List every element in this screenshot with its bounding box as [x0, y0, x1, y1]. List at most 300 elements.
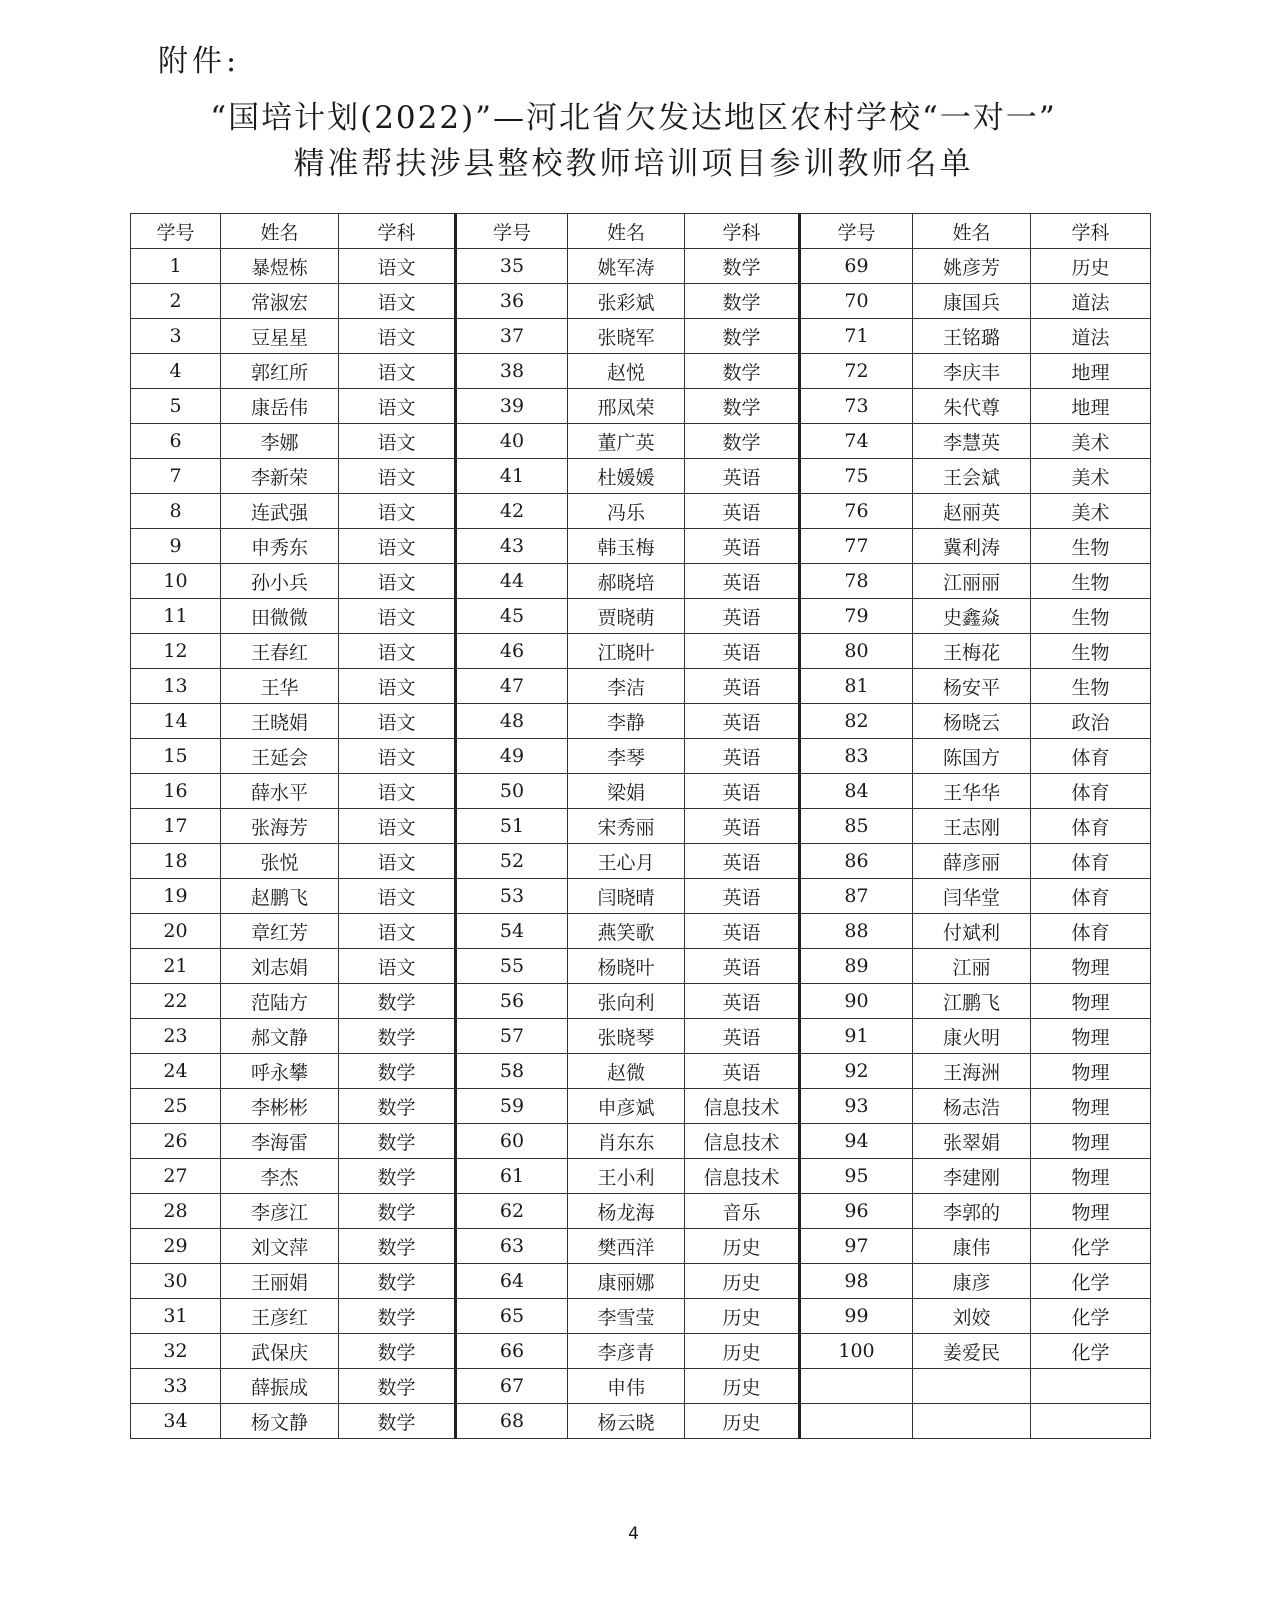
- subject-cell: 生物: [1031, 529, 1151, 564]
- table-row: [131, 249, 1151, 284]
- table-row: [131, 949, 1151, 984]
- subject-cell: 生物: [1031, 669, 1151, 704]
- name-cell: 肖东东: [568, 1124, 685, 1159]
- name-cell: 王梅花: [913, 634, 1031, 669]
- student-id-cell: 77: [800, 529, 913, 564]
- name-cell: 杨龙海: [568, 1194, 685, 1229]
- student-id-cell: 70: [800, 284, 913, 319]
- name-cell: 王海洲: [913, 1054, 1031, 1089]
- table-row: [131, 319, 1151, 354]
- student-id-cell: 55: [456, 949, 568, 984]
- subject-cell: 信息技术: [685, 1124, 800, 1159]
- subject-cell: 英语: [685, 879, 800, 914]
- name-cell: 陈国方: [913, 739, 1031, 774]
- subject-cell: 语文: [339, 774, 456, 809]
- name-cell: 王会斌: [913, 459, 1031, 494]
- student-id-cell: 69: [800, 249, 913, 284]
- student-id-cell: 68: [456, 1404, 568, 1439]
- name-cell: 赵丽英: [913, 494, 1031, 529]
- table-row: [131, 844, 1151, 879]
- name-cell: 宋秀丽: [568, 809, 685, 844]
- subject-cell: 体育: [1031, 809, 1151, 844]
- table-row: [131, 1124, 1151, 1159]
- student-id-cell: 91: [800, 1019, 913, 1054]
- name-cell: 李彦青: [568, 1334, 685, 1369]
- subject-cell: 数学: [685, 319, 800, 354]
- name-cell: 朱代尊: [913, 389, 1031, 424]
- name-cell: 刘文萍: [221, 1229, 339, 1264]
- student-id-cell: 12: [131, 634, 221, 669]
- subject-cell: 数学: [339, 1264, 456, 1299]
- name-cell: 李杰: [221, 1159, 339, 1194]
- name-cell: 申伟: [568, 1369, 685, 1404]
- subject-cell: 语文: [339, 284, 456, 319]
- subject-cell: 数学: [339, 1054, 456, 1089]
- student-id-cell: 31: [131, 1299, 221, 1334]
- name-cell: 闫晓晴: [568, 879, 685, 914]
- subject-cell: 语文: [339, 879, 456, 914]
- table-row: [131, 1159, 1151, 1194]
- column-header: 学号: [131, 214, 221, 249]
- student-id-cell: 61: [456, 1159, 568, 1194]
- student-id-cell: 16: [131, 774, 221, 809]
- name-cell: 李娜: [221, 424, 339, 459]
- subject-cell: 地理: [1031, 389, 1151, 424]
- name-cell: 杨晓云: [913, 704, 1031, 739]
- table-row: [131, 1089, 1151, 1124]
- name-cell: 李静: [568, 704, 685, 739]
- document-title-line-1: “国培计划(2022)”—河北省欠发达地区农村学校“一对一”: [210, 100, 1057, 136]
- name-cell: 赵悦: [568, 354, 685, 389]
- student-id-cell: 45: [456, 599, 568, 634]
- name-cell: 郝晓培: [568, 564, 685, 599]
- subject-cell: 物理: [1031, 984, 1151, 1019]
- subject-cell: [1031, 1404, 1151, 1439]
- table-row: [131, 354, 1151, 389]
- name-cell: 孙小兵: [221, 564, 339, 599]
- student-id-cell: 37: [456, 319, 568, 354]
- name-cell: 王华: [221, 669, 339, 704]
- subject-cell: 语文: [339, 354, 456, 389]
- student-id-cell: 59: [456, 1089, 568, 1124]
- student-id-cell: 51: [456, 809, 568, 844]
- student-id-cell: 36: [456, 284, 568, 319]
- name-cell: 范陆方: [221, 984, 339, 1019]
- student-id-cell: 89: [800, 949, 913, 984]
- subject-cell: 英语: [685, 774, 800, 809]
- subject-cell: 道法: [1031, 284, 1151, 319]
- teacher-roster-table: [130, 213, 1151, 1439]
- name-cell: 付斌利: [913, 914, 1031, 949]
- table-row: [131, 1369, 1151, 1404]
- subject-cell: 英语: [685, 564, 800, 599]
- name-cell: 刘志娟: [221, 949, 339, 984]
- subject-cell: 化学: [1031, 1264, 1151, 1299]
- student-id-cell: 39: [456, 389, 568, 424]
- student-id-cell: 63: [456, 1229, 568, 1264]
- name-cell: 田微微: [221, 599, 339, 634]
- student-id-cell: 43: [456, 529, 568, 564]
- name-cell: 姜爱民: [913, 1334, 1031, 1369]
- name-cell: 张向利: [568, 984, 685, 1019]
- student-id-cell: 21: [131, 949, 221, 984]
- subject-cell: 历史: [685, 1404, 800, 1439]
- subject-cell: 体育: [1031, 844, 1151, 879]
- subject-cell: 生物: [1031, 599, 1151, 634]
- table-row: [131, 984, 1151, 1019]
- student-id-cell: 84: [800, 774, 913, 809]
- student-id-cell: 34: [131, 1404, 221, 1439]
- name-cell: 连武强: [221, 494, 339, 529]
- subject-cell: 数学: [339, 1089, 456, 1124]
- table-row: [131, 424, 1151, 459]
- name-cell: 暴煜栋: [221, 249, 339, 284]
- subject-cell: 数学: [339, 1159, 456, 1194]
- student-id-cell: 30: [131, 1264, 221, 1299]
- table-row: [131, 809, 1151, 844]
- student-id-cell: 73: [800, 389, 913, 424]
- table-row: [131, 459, 1151, 494]
- subject-cell: 语文: [339, 494, 456, 529]
- subject-cell: 信息技术: [685, 1089, 800, 1124]
- name-cell: 李慧英: [913, 424, 1031, 459]
- student-id-cell: 23: [131, 1019, 221, 1054]
- student-id-cell: 22: [131, 984, 221, 1019]
- name-cell: 康国兵: [913, 284, 1031, 319]
- subject-cell: 英语: [685, 599, 800, 634]
- name-cell: 张晓军: [568, 319, 685, 354]
- subject-cell: 数学: [339, 984, 456, 1019]
- student-id-cell: 62: [456, 1194, 568, 1229]
- subject-cell: 数学: [339, 1229, 456, 1264]
- student-id-cell: 76: [800, 494, 913, 529]
- student-id-cell: 15: [131, 739, 221, 774]
- name-cell: 李郭的: [913, 1194, 1031, 1229]
- student-id-cell: [800, 1404, 913, 1439]
- student-id-cell: 35: [456, 249, 568, 284]
- table-row: [131, 529, 1151, 564]
- student-id-cell: 56: [456, 984, 568, 1019]
- name-cell: 王心月: [568, 844, 685, 879]
- subject-cell: 数学: [685, 389, 800, 424]
- subject-cell: 英语: [685, 494, 800, 529]
- table-row: [131, 879, 1151, 914]
- attachment-label: 附件:: [158, 44, 241, 79]
- subject-cell: 历史: [685, 1229, 800, 1264]
- name-cell: 杜媛媛: [568, 459, 685, 494]
- subject-cell: 道法: [1031, 319, 1151, 354]
- name-cell: 康丽娜: [568, 1264, 685, 1299]
- name-cell: 邢凤荣: [568, 389, 685, 424]
- student-id-cell: 57: [456, 1019, 568, 1054]
- subject-cell: 英语: [685, 984, 800, 1019]
- subject-cell: 生物: [1031, 634, 1151, 669]
- name-cell: 冯乐: [568, 494, 685, 529]
- student-id-cell: 5: [131, 389, 221, 424]
- name-cell: 王晓娟: [221, 704, 339, 739]
- student-id-cell: 2: [131, 284, 221, 319]
- name-cell: 李琴: [568, 739, 685, 774]
- subject-cell: 语文: [339, 564, 456, 599]
- name-cell: 王延会: [221, 739, 339, 774]
- student-id-cell: 80: [800, 634, 913, 669]
- student-id-cell: 71: [800, 319, 913, 354]
- subject-cell: 语文: [339, 634, 456, 669]
- subject-cell: 语文: [339, 529, 456, 564]
- subject-cell: 数学: [339, 1124, 456, 1159]
- student-id-cell: 48: [456, 704, 568, 739]
- subject-cell: 英语: [685, 634, 800, 669]
- name-cell: 薛彦丽: [913, 844, 1031, 879]
- name-cell: 呼永攀: [221, 1054, 339, 1089]
- student-id-cell: 99: [800, 1299, 913, 1334]
- student-id-cell: 54: [456, 914, 568, 949]
- name-cell: 章红芳: [221, 914, 339, 949]
- column-header: 学号: [800, 214, 913, 249]
- student-id-cell: 65: [456, 1299, 568, 1334]
- subject-cell: 美术: [1031, 459, 1151, 494]
- subject-cell: 英语: [685, 1054, 800, 1089]
- subject-cell: 政治: [1031, 704, 1151, 739]
- subject-cell: 物理: [1031, 949, 1151, 984]
- name-cell: 王丽娟: [221, 1264, 339, 1299]
- name-cell: 康伟: [913, 1229, 1031, 1264]
- table-row: [131, 1019, 1151, 1054]
- subject-cell: 物理: [1031, 1019, 1151, 1054]
- name-cell: 王铭璐: [913, 319, 1031, 354]
- name-cell: [913, 1404, 1031, 1439]
- name-cell: 李洁: [568, 669, 685, 704]
- name-cell: 杨志浩: [913, 1089, 1031, 1124]
- student-id-cell: 90: [800, 984, 913, 1019]
- name-cell: 王小利: [568, 1159, 685, 1194]
- subject-cell: 历史: [685, 1299, 800, 1334]
- student-id-cell: 95: [800, 1159, 913, 1194]
- table-row: [131, 774, 1151, 809]
- student-id-cell: 66: [456, 1334, 568, 1369]
- student-id-cell: 8: [131, 494, 221, 529]
- name-cell: 常淑宏: [221, 284, 339, 319]
- student-id-cell: 88: [800, 914, 913, 949]
- name-cell: 江晓叶: [568, 634, 685, 669]
- subject-cell: 物理: [1031, 1089, 1151, 1124]
- student-id-cell: 10: [131, 564, 221, 599]
- subject-cell: [1031, 1369, 1151, 1404]
- student-id-cell: 87: [800, 879, 913, 914]
- student-id-cell: 33: [131, 1369, 221, 1404]
- student-id-cell: 64: [456, 1264, 568, 1299]
- name-cell: 康火明: [913, 1019, 1031, 1054]
- subject-cell: 语文: [339, 739, 456, 774]
- subject-cell: 体育: [1031, 914, 1151, 949]
- subject-cell: 化学: [1031, 1299, 1151, 1334]
- subject-cell: 英语: [685, 1019, 800, 1054]
- table-row: [131, 914, 1151, 949]
- name-cell: 冀利涛: [913, 529, 1031, 564]
- name-cell: 李庆丰: [913, 354, 1031, 389]
- name-cell: 刘姣: [913, 1299, 1031, 1334]
- name-cell: 武保庆: [221, 1334, 339, 1369]
- student-id-cell: 58: [456, 1054, 568, 1089]
- name-cell: 张海芳: [221, 809, 339, 844]
- name-cell: 江丽丽: [913, 564, 1031, 599]
- subject-cell: 数学: [685, 284, 800, 319]
- subject-cell: 英语: [685, 844, 800, 879]
- subject-cell: 语文: [339, 424, 456, 459]
- student-id-cell: 20: [131, 914, 221, 949]
- student-id-cell: 75: [800, 459, 913, 494]
- student-id-cell: 38: [456, 354, 568, 389]
- subject-cell: 英语: [685, 949, 800, 984]
- name-cell: 董广英: [568, 424, 685, 459]
- subject-cell: 语文: [339, 459, 456, 494]
- subject-cell: 数学: [339, 1334, 456, 1369]
- student-id-cell: 82: [800, 704, 913, 739]
- name-cell: [913, 1369, 1031, 1404]
- name-cell: 张彩斌: [568, 284, 685, 319]
- student-id-cell: 78: [800, 564, 913, 599]
- subject-cell: 物理: [1031, 1124, 1151, 1159]
- name-cell: 郭红所: [221, 354, 339, 389]
- subject-cell: 美术: [1031, 494, 1151, 529]
- subject-cell: 物理: [1031, 1054, 1151, 1089]
- table-row: [131, 1264, 1151, 1299]
- table-row: [131, 669, 1151, 704]
- student-id-cell: 17: [131, 809, 221, 844]
- student-id-cell: 6: [131, 424, 221, 459]
- table-header-row: [131, 214, 1151, 249]
- subject-cell: 物理: [1031, 1194, 1151, 1229]
- subject-cell: 语文: [339, 949, 456, 984]
- name-cell: 申彦斌: [568, 1089, 685, 1124]
- student-id-cell: 100: [800, 1334, 913, 1369]
- subject-cell: 英语: [685, 529, 800, 564]
- subject-cell: 数学: [685, 424, 800, 459]
- subject-cell: 语文: [339, 809, 456, 844]
- subject-cell: 信息技术: [685, 1159, 800, 1194]
- student-id-cell: 60: [456, 1124, 568, 1159]
- subject-cell: 数学: [339, 1299, 456, 1334]
- student-id-cell: 24: [131, 1054, 221, 1089]
- student-id-cell: 29: [131, 1229, 221, 1264]
- subject-cell: 化学: [1031, 1229, 1151, 1264]
- subject-cell: 英语: [685, 739, 800, 774]
- name-cell: 姚彦芳: [913, 249, 1031, 284]
- student-id-cell: 27: [131, 1159, 221, 1194]
- student-id-cell: 52: [456, 844, 568, 879]
- table-row: [131, 704, 1151, 739]
- subject-cell: 体育: [1031, 774, 1151, 809]
- student-id-cell: 53: [456, 879, 568, 914]
- student-id-cell: 49: [456, 739, 568, 774]
- subject-cell: 历史: [685, 1369, 800, 1404]
- student-id-cell: 3: [131, 319, 221, 354]
- name-cell: 闫华堂: [913, 879, 1031, 914]
- student-id-cell: 72: [800, 354, 913, 389]
- name-cell: 李雪莹: [568, 1299, 685, 1334]
- column-header: 学科: [685, 214, 800, 249]
- student-id-cell: 98: [800, 1264, 913, 1299]
- student-id-cell: 7: [131, 459, 221, 494]
- table-row: [131, 1334, 1151, 1369]
- name-cell: 燕笑歌: [568, 914, 685, 949]
- subject-cell: 数学: [685, 249, 800, 284]
- table-row: [131, 739, 1151, 774]
- table-row: [131, 389, 1151, 424]
- student-id-cell: 46: [456, 634, 568, 669]
- name-cell: 王彦红: [221, 1299, 339, 1334]
- subject-cell: 美术: [1031, 424, 1151, 459]
- name-cell: 豆星星: [221, 319, 339, 354]
- name-cell: 樊西洋: [568, 1229, 685, 1264]
- subject-cell: 语文: [339, 319, 456, 354]
- name-cell: 梁娟: [568, 774, 685, 809]
- student-id-cell: 32: [131, 1334, 221, 1369]
- student-id-cell: 9: [131, 529, 221, 564]
- subject-cell: 数学: [339, 1404, 456, 1439]
- subject-cell: 历史: [685, 1334, 800, 1369]
- column-header: 姓名: [221, 214, 339, 249]
- name-cell: 杨晓叶: [568, 949, 685, 984]
- student-id-cell: 94: [800, 1124, 913, 1159]
- student-id-cell: 44: [456, 564, 568, 599]
- subject-cell: 地理: [1031, 354, 1151, 389]
- name-cell: 姚军涛: [568, 249, 685, 284]
- table-row: [131, 1299, 1151, 1334]
- name-cell: 薛水平: [221, 774, 339, 809]
- name-cell: 李建刚: [913, 1159, 1031, 1194]
- subject-cell: 英语: [685, 459, 800, 494]
- subject-cell: 英语: [685, 914, 800, 949]
- table-row: [131, 564, 1151, 599]
- subject-cell: 物理: [1031, 1159, 1151, 1194]
- name-cell: 杨文静: [221, 1404, 339, 1439]
- subject-cell: 生物: [1031, 564, 1151, 599]
- table-row: [131, 1194, 1151, 1229]
- name-cell: 李海雷: [221, 1124, 339, 1159]
- subject-cell: 化学: [1031, 1334, 1151, 1369]
- subject-cell: 数学: [685, 354, 800, 389]
- name-cell: 王春红: [221, 634, 339, 669]
- name-cell: 杨安平: [913, 669, 1031, 704]
- subject-cell: 英语: [685, 704, 800, 739]
- table-row: [131, 599, 1151, 634]
- student-id-cell: 47: [456, 669, 568, 704]
- name-cell: 李彬彬: [221, 1089, 339, 1124]
- subject-cell: 体育: [1031, 879, 1151, 914]
- student-id-cell: 19: [131, 879, 221, 914]
- name-cell: 康岳伟: [221, 389, 339, 424]
- subject-cell: 数学: [339, 1019, 456, 1054]
- table-row: [131, 1404, 1151, 1439]
- student-id-cell: 92: [800, 1054, 913, 1089]
- student-id-cell: 28: [131, 1194, 221, 1229]
- name-cell: 康彦: [913, 1264, 1031, 1299]
- student-id-cell: 1: [131, 249, 221, 284]
- name-cell: 郝文静: [221, 1019, 339, 1054]
- name-cell: 张翠娟: [913, 1124, 1031, 1159]
- student-id-cell: 14: [131, 704, 221, 739]
- name-cell: 史鑫焱: [913, 599, 1031, 634]
- subject-cell: 语文: [339, 704, 456, 739]
- column-header: 姓名: [568, 214, 685, 249]
- subject-cell: 语文: [339, 599, 456, 634]
- subject-cell: 数学: [339, 1369, 456, 1404]
- subject-cell: 语文: [339, 844, 456, 879]
- student-id-cell: 74: [800, 424, 913, 459]
- subject-cell: 语文: [339, 914, 456, 949]
- table-row: [131, 1054, 1151, 1089]
